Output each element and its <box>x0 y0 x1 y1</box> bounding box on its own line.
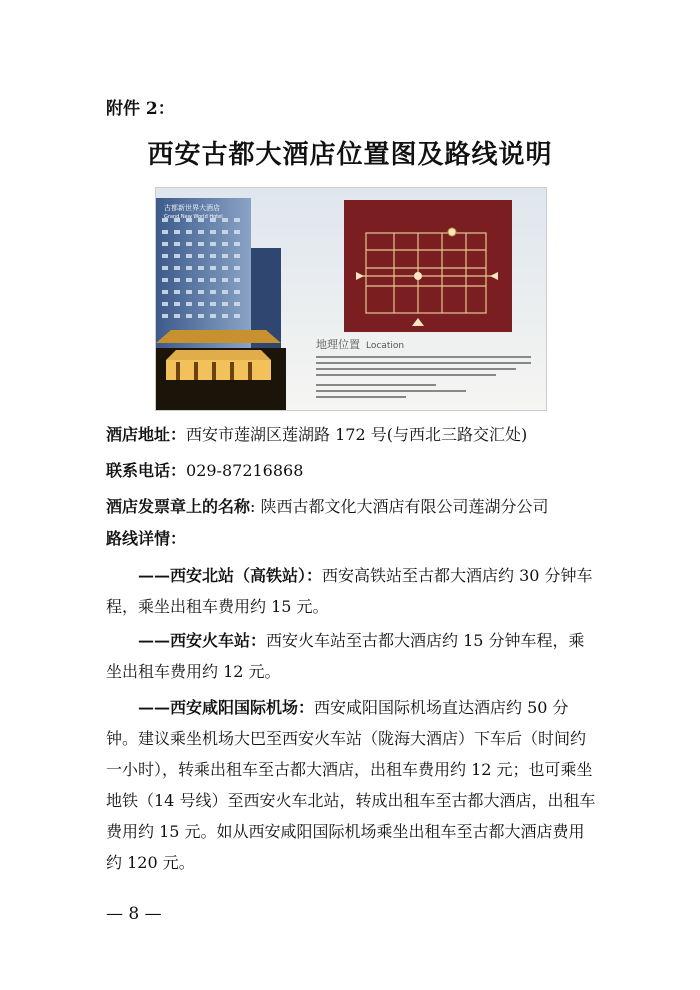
route-label: ——西安北站（高铁站）： <box>138 566 323 585</box>
address-line <box>106 420 596 450</box>
location-heading-en: Location <box>366 341 405 351</box>
page-title: 西安古都大酒店位置图及路线说明 <box>147 140 553 170</box>
phone-line <box>106 456 596 486</box>
phone-label: 联系电话： <box>106 461 187 480</box>
hotel-sign-en: Grand New World Hotel <box>164 214 223 220</box>
route-label: ——西安咸阳国际机场： <box>138 698 315 717</box>
phone-value: 029-87216868 <box>186 461 304 480</box>
route-label: ——西安火车站： <box>138 631 267 650</box>
hotel-sign-cn: 古都新世界大酒店 <box>164 204 220 212</box>
hotel-location-image <box>155 187 547 411</box>
route-heading: 路线详情： <box>106 529 187 548</box>
route-north-station <box>106 560 596 622</box>
invoice-line <box>106 492 596 522</box>
page-number: — 8 — <box>106 904 162 924</box>
route-airport <box>106 692 596 878</box>
route-text: 西安火车站至古都大酒店约 15 分钟车程，乘坐出租车费用约 12 元。 <box>106 631 585 681</box>
address-value: 西安市莲湖区莲湖路 172 号(与西北三路交汇处) <box>186 425 528 444</box>
invoice-value: : 陕西古都文化大酒店有限公司莲湖分公司 <box>250 497 549 516</box>
hotel-map-illustration <box>156 188 546 410</box>
invoice-label: 酒店发票章上的名称 <box>106 497 251 516</box>
attachment-label: 附件 2： <box>106 99 175 119</box>
route-text: 西安高铁站至古都大酒店约 30 分钟车程，乘坐出租车费用约 15 元。 <box>106 566 593 616</box>
address-label: 酒店地址： <box>106 425 187 444</box>
location-heading: 地理位置 <box>316 338 360 351</box>
route-railway-station <box>106 625 596 687</box>
route-text: 西安咸阳国际机场直达酒店约 50 分钟。建议乘坐机场大巴至西安火车站（陇海大酒店）下车后（时间约一小时），转乘出租车至古都大酒店，出租车费用约 12 元；也可乘坐地铁（14 号线）至西安火车北站，转成出租车至古都大酒店，出租车费用约 15 元。如从西安咸阳国际机场乘坐出租车至古都大酒店费用约 120 元。 <box>106 698 596 872</box>
